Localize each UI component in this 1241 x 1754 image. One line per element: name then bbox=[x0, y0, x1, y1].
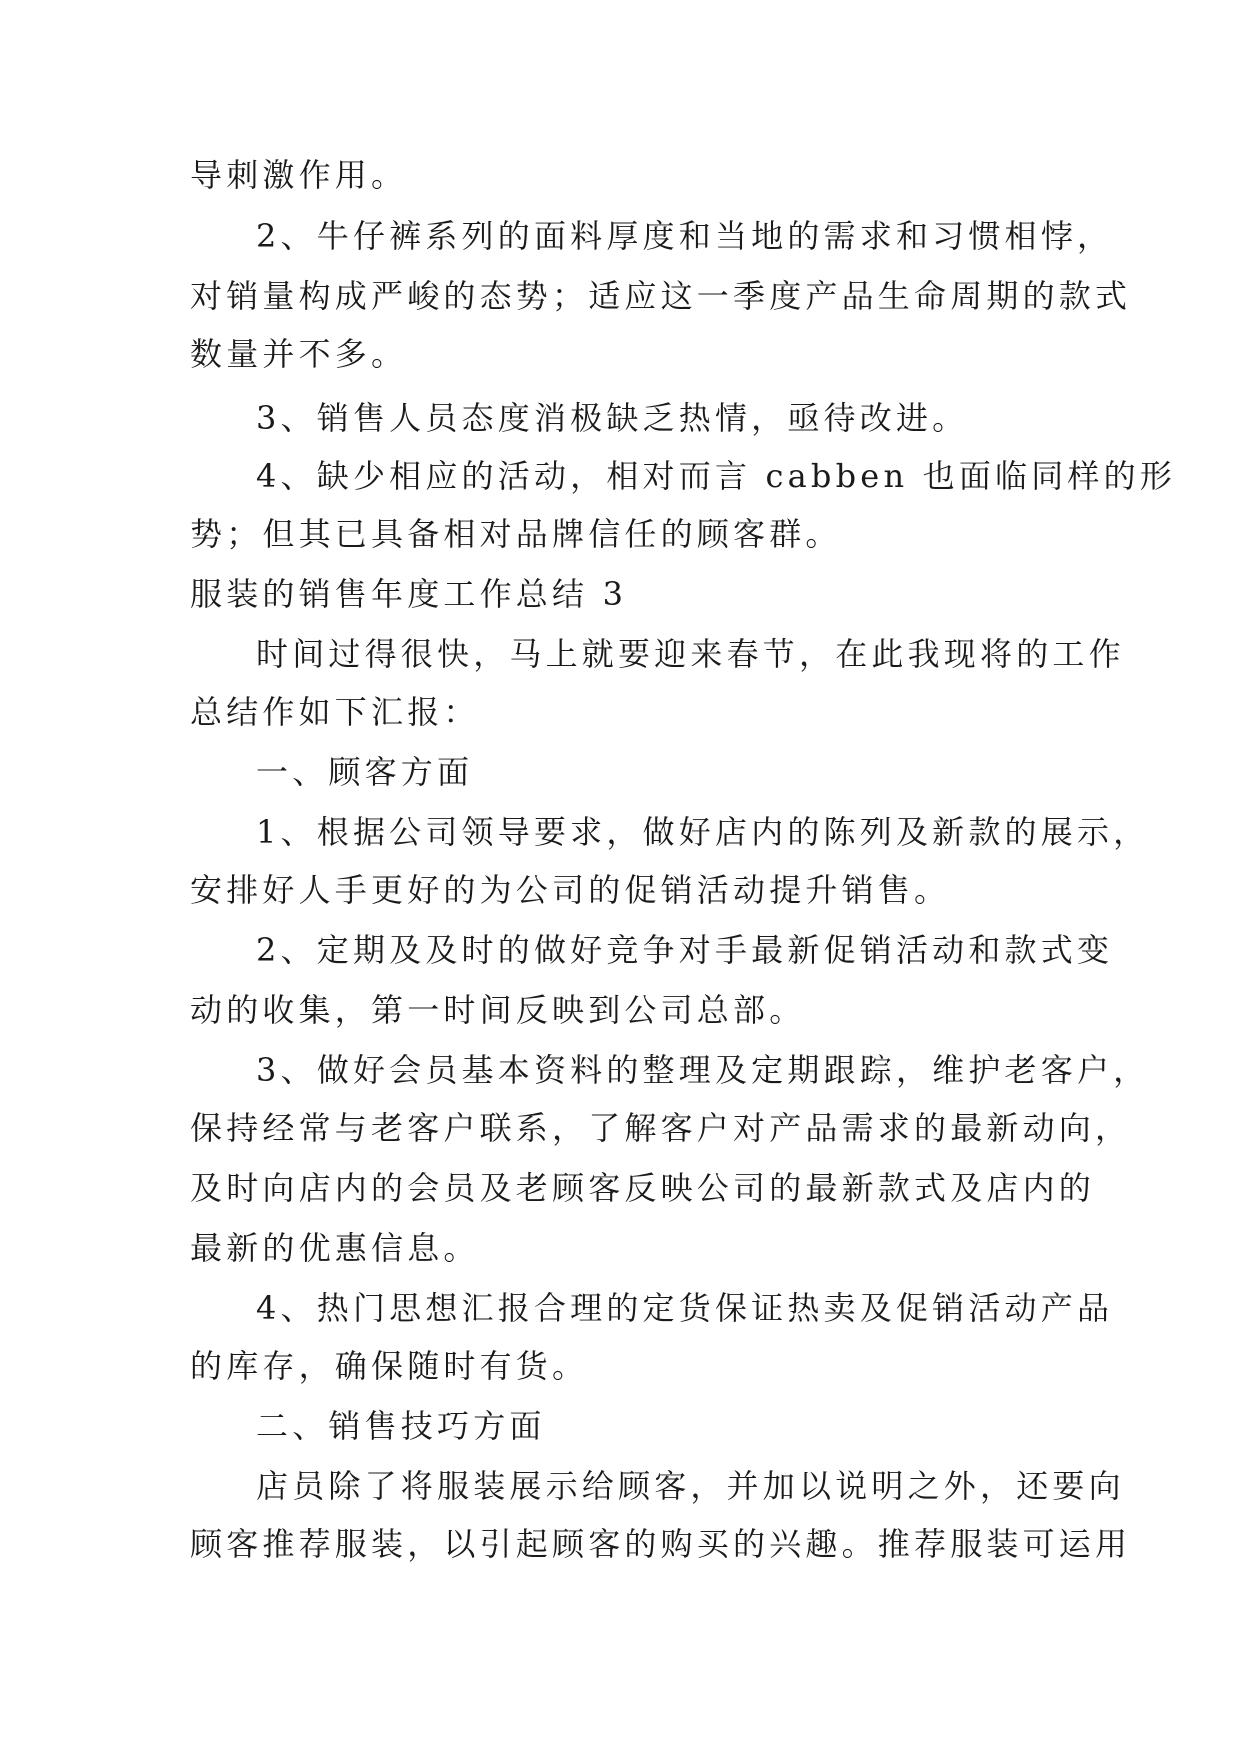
text-line: 导刺激作用。 bbox=[190, 156, 408, 194]
text-line: 安排好人手更好的为公司的促销活动提升销售。 bbox=[190, 871, 951, 909]
text-line: 数量并不多。 bbox=[190, 335, 408, 373]
text-line: 保持经常与老客户联系，了解客户对产品需求的最新动向， bbox=[190, 1109, 1132, 1147]
paragraph-item-3: 3、销售人员态度消极缺乏热情，亟待改进。 bbox=[256, 399, 969, 437]
intro-paragraph: 时间过得很快，马上就要迎来春节，在此我现将的工作 bbox=[256, 635, 1125, 673]
sales-skills-paragraph: 店员除了将服装展示给顾客，并加以说明之外，还要向 bbox=[256, 1467, 1125, 1505]
text-line: 的库存，确保随时有货。 bbox=[190, 1347, 589, 1385]
paragraph-item-2: 2、牛仔裤系列的面料厚度和当地的需求和习惯相悖， bbox=[256, 217, 1114, 255]
text-line: 顾客推荐服装，以引起顾客的购买的兴趣。推荐服装可运用 bbox=[190, 1525, 1132, 1563]
paragraph-item-4: 4、热门思想汇报合理的定货保证热卖及促销活动产品 bbox=[256, 1289, 1114, 1327]
text-line: 势；但其已具备相对品牌信任的顾客群。 bbox=[190, 515, 842, 553]
text-line: 总结作如下汇报： bbox=[190, 693, 480, 731]
paragraph-item-3: 3、做好会员基本资料的整理及定期跟踪，维护老客户， bbox=[256, 1051, 1150, 1089]
paragraph-item-2: 2、定期及及时的做好竞争对手最新促销活动和款式变 bbox=[256, 931, 1114, 969]
text-line: 动的收集，第一时间反映到公司总部。 bbox=[190, 991, 806, 1029]
text-line: 对销量构成严峻的态势；适应这一季度产品生命周期的款式 bbox=[190, 277, 1132, 315]
paragraph-item-4: 4、缺少相应的活动，相对而言 cabben 也面临同样的形 bbox=[256, 457, 1177, 495]
text-line: 及时向店内的会员及老顾客反映公司的最新款式及店内的 bbox=[190, 1169, 1096, 1207]
text-line: 最新的优惠信息。 bbox=[190, 1229, 480, 1267]
section-title: 服装的销售年度工作总结 3 bbox=[190, 575, 628, 613]
paragraph-item-1: 1、根据公司领导要求，做好店内的陈列及新款的展示， bbox=[256, 813, 1150, 851]
subheading-customers: 一、顾客方面 bbox=[256, 753, 474, 791]
subheading-sales-skills: 二、销售技巧方面 bbox=[256, 1407, 546, 1445]
